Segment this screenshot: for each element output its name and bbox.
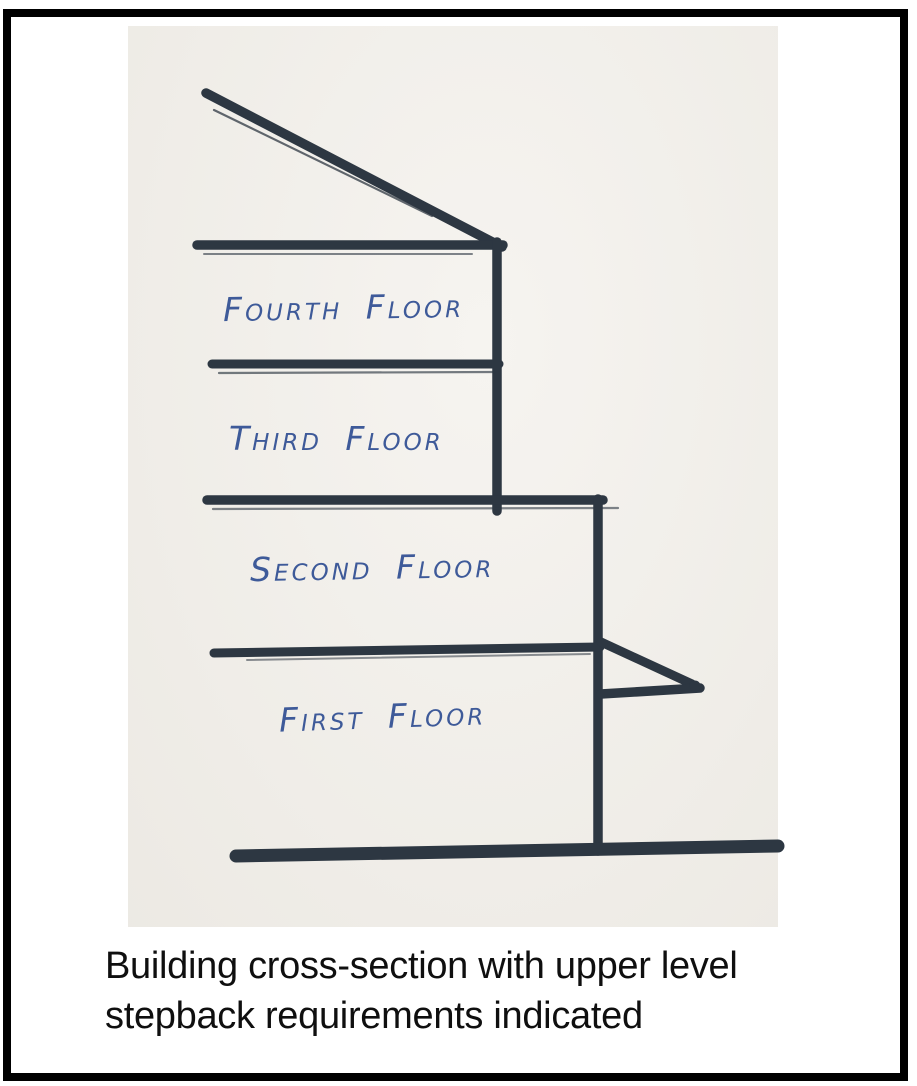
roof-slope-echo-line [214, 110, 432, 216]
second-floor-slab-line [214, 647, 600, 653]
figure-caption [105, 941, 865, 1041]
floor-label-second: Second Floor [249, 545, 495, 590]
figure-caption-line-1: Building cross-section with upper level [105, 945, 738, 987]
figure-caption-line-2: stepback requirements indicated [105, 995, 643, 1037]
ground-line [236, 846, 778, 856]
fourth-floor-slab-echo-line [219, 372, 495, 373]
floor-label-first: First Floor [278, 693, 487, 740]
stepback-arrow-vertex [690, 681, 701, 692]
stepback-arrow-top-line [601, 642, 692, 684]
floor-label-third: Third Floor [229, 419, 444, 458]
floor-label-fourth: Fourth Floor [222, 285, 465, 330]
roof-slope-line [206, 93, 502, 247]
stepback-arrow-bottom-line [601, 688, 700, 694]
third-floor-slab-echo-line [213, 508, 618, 509]
